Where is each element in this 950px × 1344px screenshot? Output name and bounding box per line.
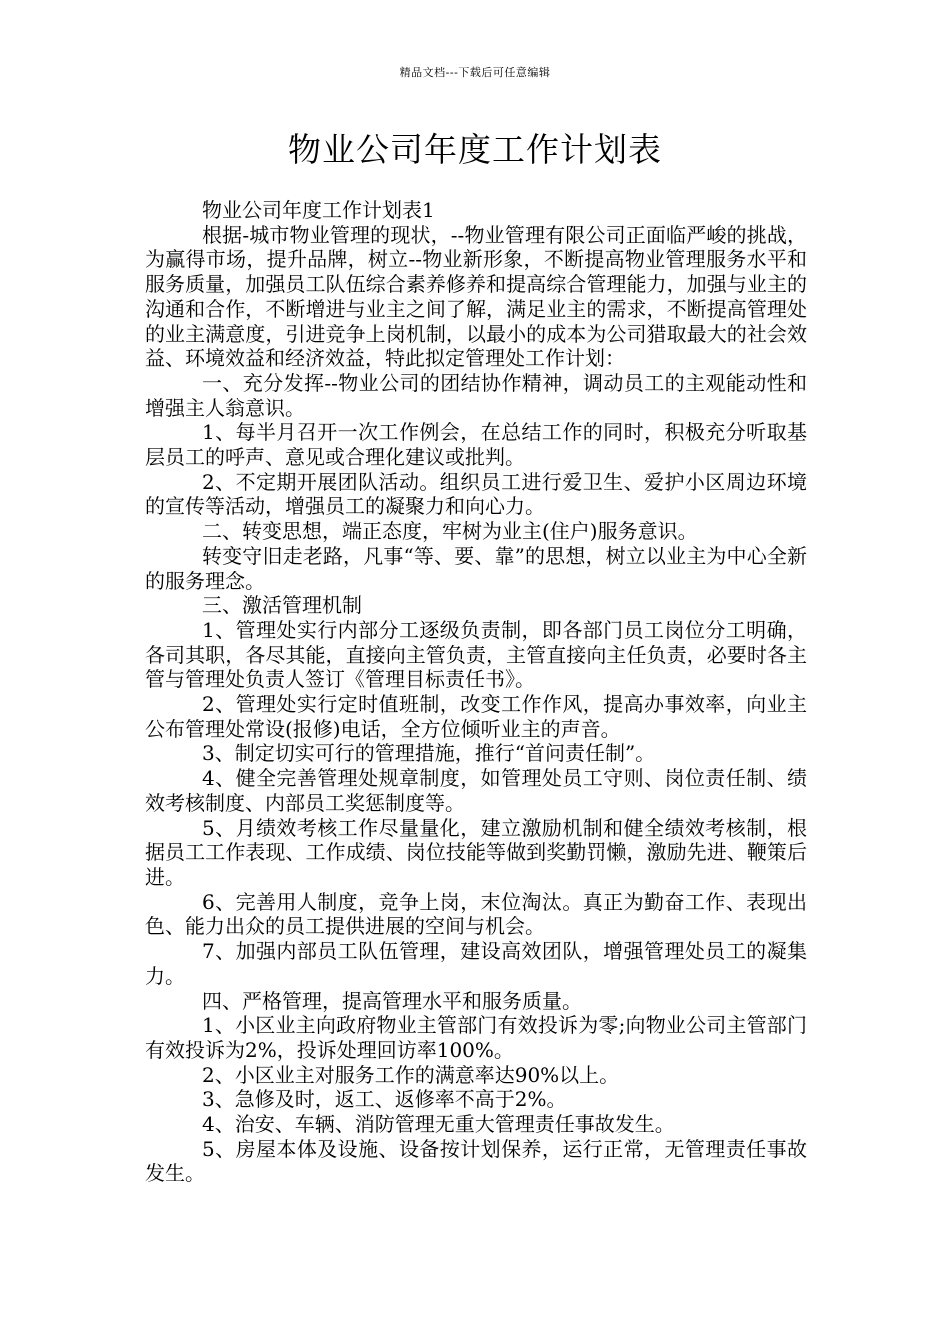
section-heading-3: 三、激活管理机制 [202, 593, 362, 618]
paragraph: 转变守旧走老路，凡事“等、要、靠”的思想，树立以业主为中心全新的服务理念。 [145, 543, 807, 593]
section-heading-2: 二、转变思想，端正态度，牢树为业主(住户)服务意识。 [202, 519, 698, 544]
paragraph-subtitle: 物业公司年度工作计划表1 [202, 198, 435, 222]
list-item: 2、不定期开展团队活动。组织员工进行爱卫生、爱护小区周边环境的宣传等活动，增强员工的凝聚力和向心力。 [145, 469, 807, 519]
list-item: 2、小区业主对服务工作的满意率达90%以上。 [202, 1062, 620, 1087]
paragraph-intro: 根据-城市物业管理的现状，--物业管理有限公司正面临严峻的挑战，为赢得市场，提升品牌，树立--物业新形象，不断提高物业管理服务水平和服务质量，加强员工队伍综合素养修养和提高综合管理能力，加强与业主的沟通和合作，不断增进与业主之间了解，满足业主的需求，不断提高管理处的业主满意度，引进竞争上岗机制，以最小的成本为公司猎取最大的社会效益、环境效益和经济效益，特此拟定管理处工作计划： [145, 222, 807, 371]
document-body [145, 198, 807, 1186]
list-item: 4、治安、车辆、消防管理无重大管理责任事故发生。 [202, 1112, 675, 1137]
list-item: 4、健全完善管理处规章制度，如管理处员工守则、岗位责任制、绩效考核制度、内部员工奖惩制度等。 [145, 766, 807, 815]
document-title: 物业公司年度工作计划表 [288, 130, 662, 169]
list-item: 1、小区业主向政府物业主管部门有效投诉为零;向物业公司主管部门有效投诉为2%，投诉处理回访率100%。 [145, 1013, 807, 1062]
list-item: 1、管理处实行内部分工逐级负责制，即各部门员工岗位分工明确，各司其职，各尽其能，直接向主管负责，主管直接向主任负责，必要时各主管与管理处负责人签订《管理目标责任书》。 [145, 617, 807, 692]
list-item: 1、每半月召开一次工作例会，在总结工作的同时，积极充分听取基层员工的呼声、意见或合理化建议或批判。 [145, 420, 807, 470]
list-item: 5、月绩效考核工作尽量量化，建立激励机制和健全绩效考核制，根据员工工作表现、工作成绩、岗位技能等做到奖勤罚懒，激励先进、鞭策后进。 [145, 815, 807, 889]
page-header: 精品文档---下载后可任意编辑 [399, 66, 551, 79]
section-heading-1: 一、充分发挥--物业公司的团结协作精神，调动员工的主观能动性和增强主人翁意识。 [145, 370, 807, 420]
list-item: 7、加强内部员工队伍管理，建设高效团队，增强管理处员工的凝集力。 [145, 939, 807, 988]
list-item: 6、完善用人制度，竞争上岗，末位淘汰。真正为勤奋工作、表现出色、能力出众的员工提供进展的空间与机会。 [145, 889, 807, 939]
section-heading-4: 四、严格管理，提高管理水平和服务质量。 [202, 988, 582, 1013]
list-item: 5、房屋本体及设施、设备按计划保养，运行正常，无管理责任事故发生。 [145, 1136, 807, 1186]
list-item: 3、急修及时，返工、返修率不高于2%。 [202, 1087, 567, 1112]
list-item: 3、制定切实可行的管理措施，推行“首问责任制”。 [202, 741, 656, 766]
list-item: 2、管理处实行定时值班制，改变工作作风，提高办事效率，向业主公布管理处常设(报修)电话，全方位倾听业主的声音。 [145, 692, 807, 741]
